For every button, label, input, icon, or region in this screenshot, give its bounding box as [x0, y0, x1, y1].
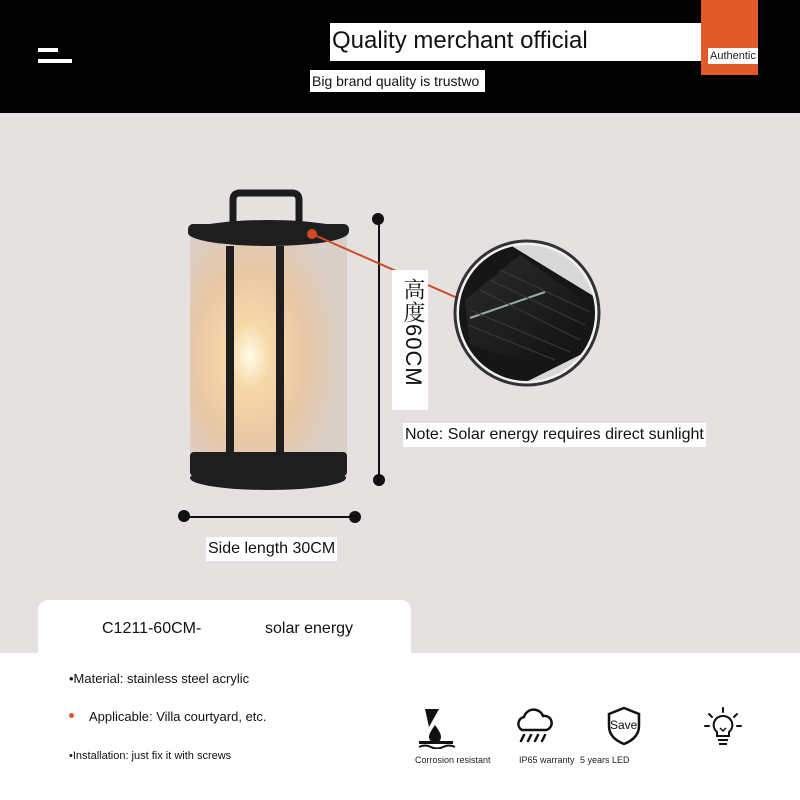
spec-applicable: Applicable: Villa courtyard, etc. [89, 709, 267, 724]
lantern [188, 193, 349, 490]
height-label-box [392, 270, 428, 410]
authentic-badge: Authentic [708, 48, 758, 64]
width-endpoint [178, 510, 190, 522]
water-drop-icon [413, 705, 457, 749]
feature-caption: 5 years LED [580, 755, 630, 765]
spec-installation: •Installation: just fix it with screws [69, 750, 232, 762]
sunlight-note: Note: Solar energy requires direct sunlight [403, 423, 706, 447]
headline: Quality merchant official [332, 27, 588, 54]
height-label: 高度60CM [401, 278, 426, 387]
width-endpoint [349, 511, 361, 523]
model-number: C1211-60CM- [102, 620, 202, 637]
lantern-bar [276, 246, 284, 472]
subheadline: Big brand quality is trustwo [312, 73, 480, 89]
power-type: solar energy [265, 620, 354, 637]
light-bulb-icon [703, 706, 743, 748]
lantern-diffuser [190, 232, 347, 480]
rain-cloud-icon [514, 708, 554, 744]
model-card [38, 600, 411, 670]
lantern-bar [226, 246, 234, 472]
feature-caption: IP65 warranty [519, 755, 575, 765]
spec-bullet [69, 713, 74, 718]
height-endpoint [373, 474, 385, 486]
side-length-label: Side length 30CM [206, 537, 337, 561]
solar-panel-zoom [455, 241, 600, 385]
spec-material: •Material: stainless steel acrylic [69, 671, 250, 686]
shield-icon [606, 706, 642, 746]
shield-label: Save [610, 718, 638, 732]
height-endpoint [372, 213, 384, 225]
feature-caption: Corrosion resistant [415, 755, 491, 765]
